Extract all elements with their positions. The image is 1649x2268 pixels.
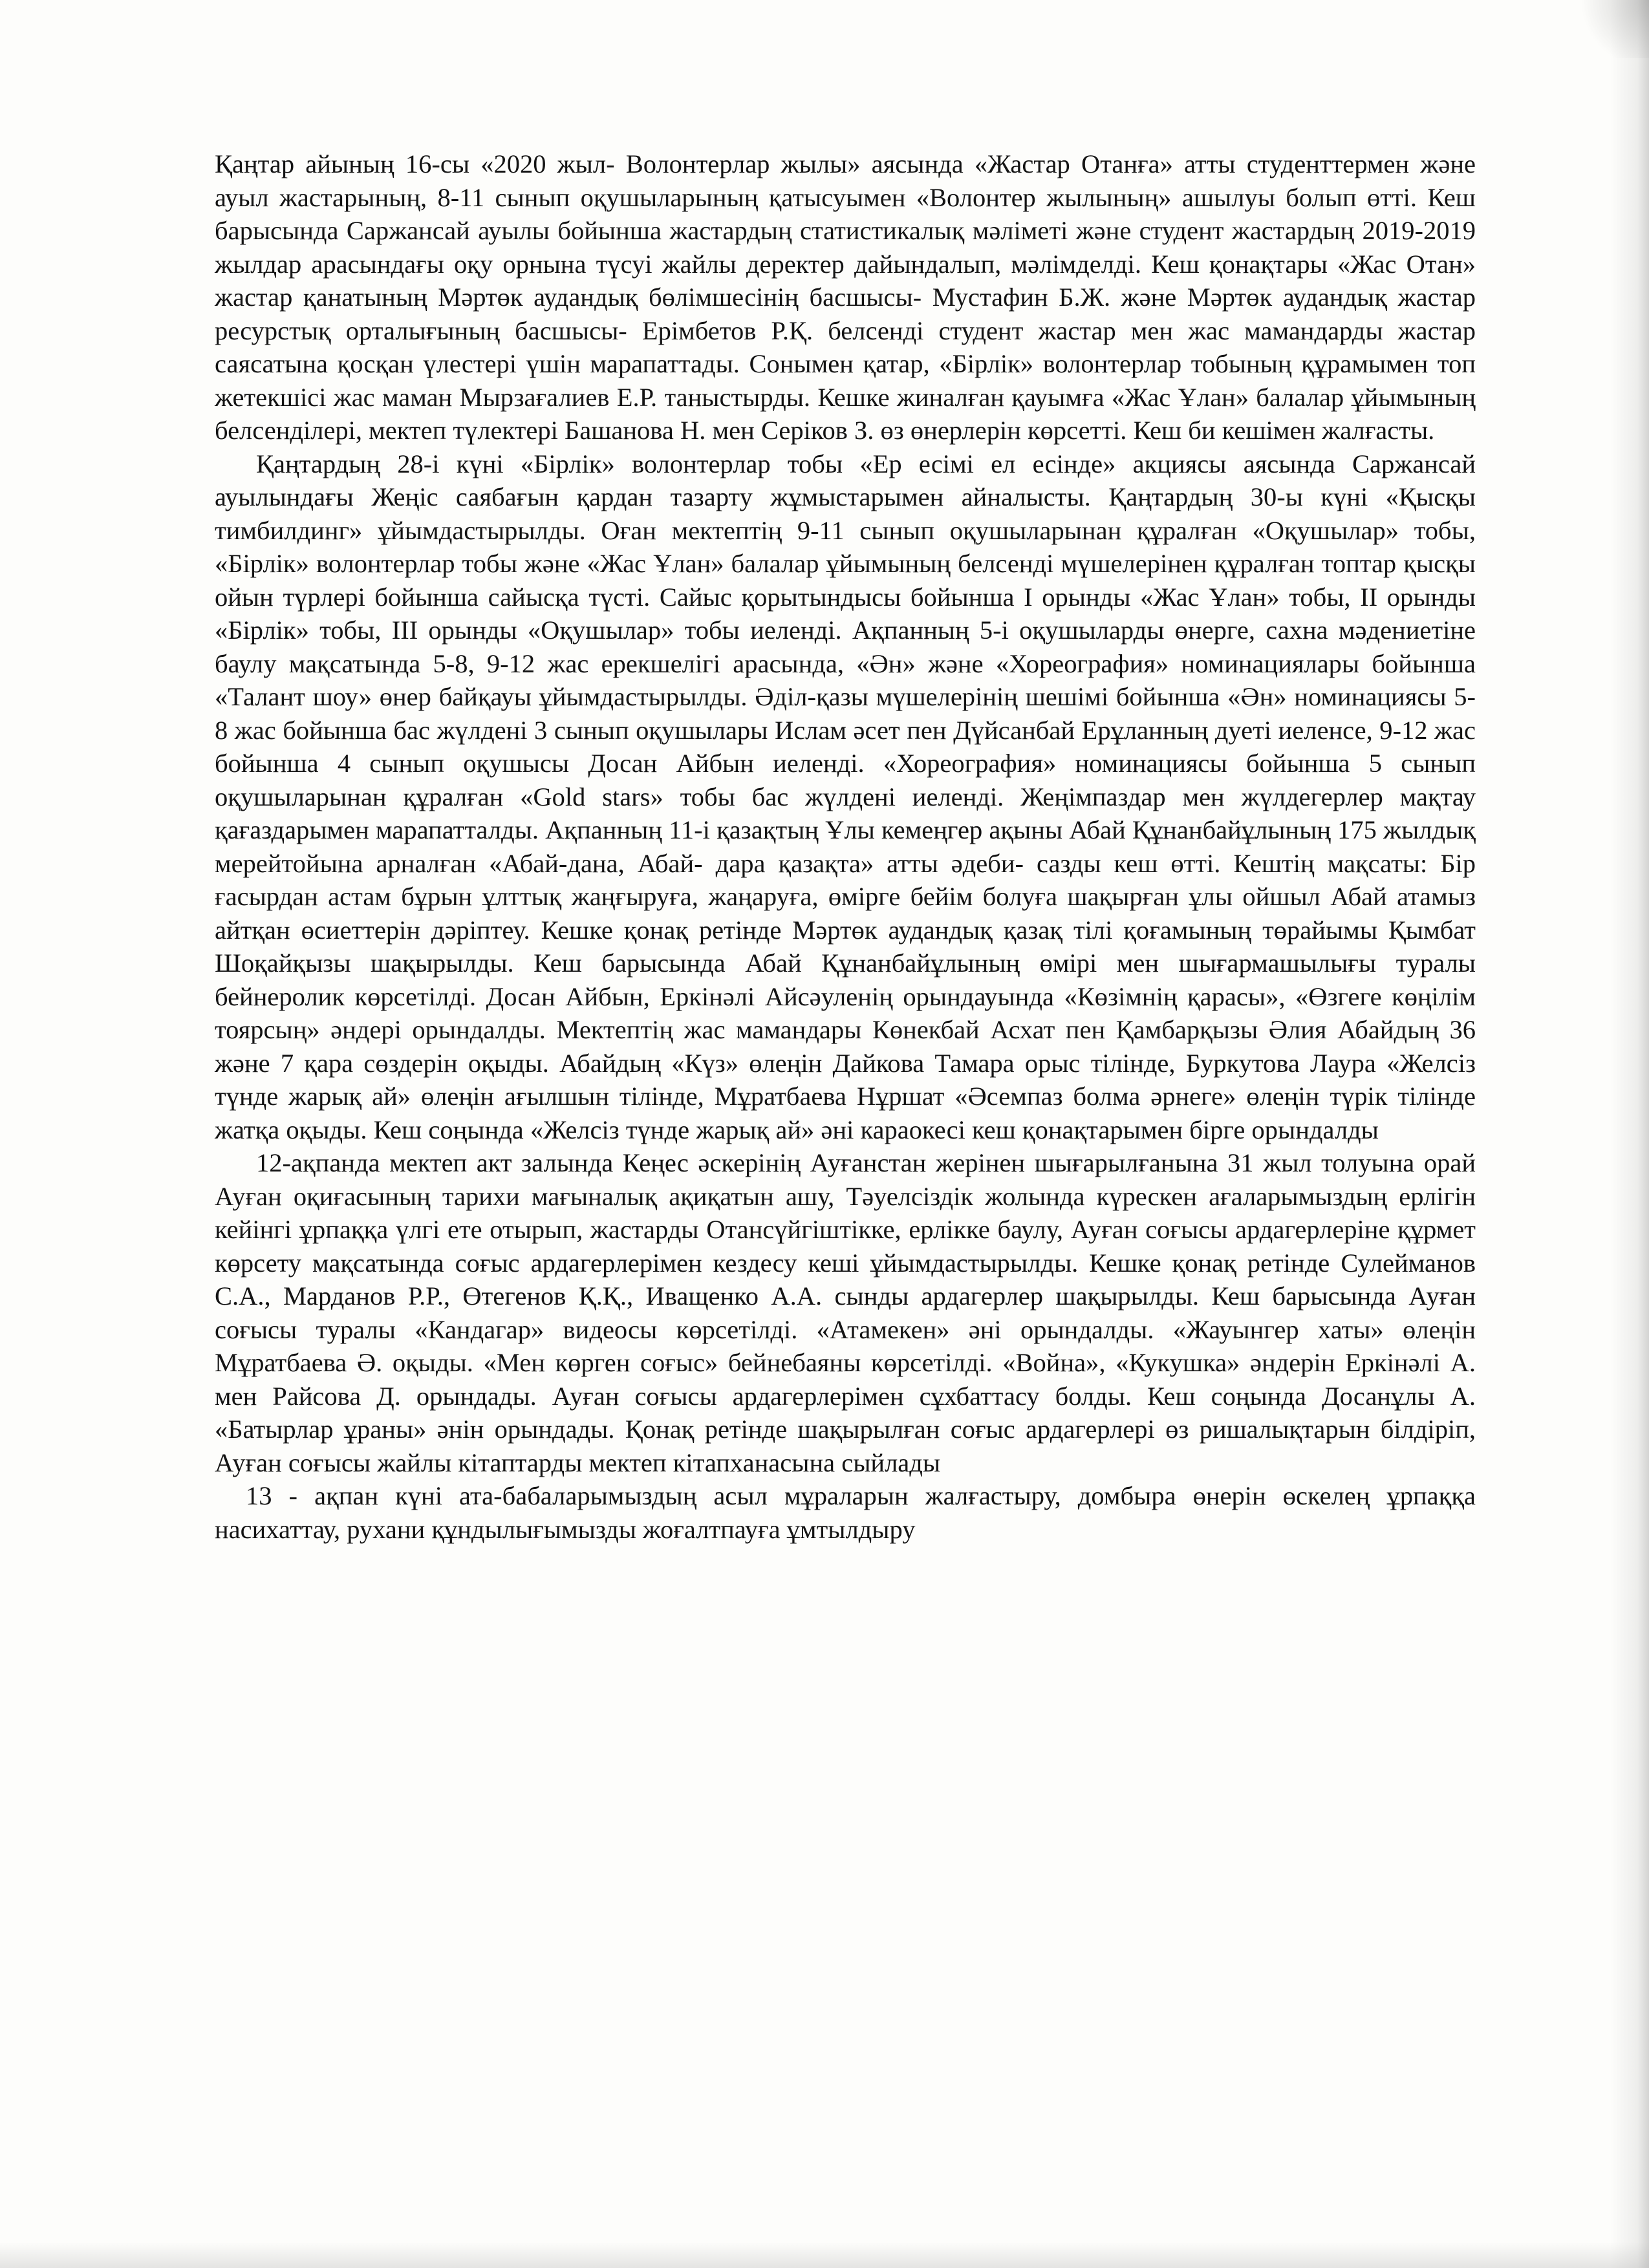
paragraph-afghan-veterans-meeting: 12-ақпанда мектеп акт залында Кеңес әскерінің Ауғанстан жерінен шығарылғанына 31 жыл толуына орай Ауған оқиғасының тарихи мағыналық ақиқатын ашу, Тәуелсіздік жолында күрескен ағаларымыздың ерлігін кейінгі ұрпаққа үлгі ете отырып, жастарды Отансүйгіштікке, ерлікке баулу, Ауған соғысы ардагерлеріне құрмет көрсету мақсатында соғыс ардагерлерімен кездесу кеші ұйымдастырылды. Кешке қонақ ретінде Сулейманов С.А., Марданов Р.Р., Өтегенов Қ.Қ., Иващенко А.А. сынды ардагерлер шақырылды. Кеш барысында Ауған соғысы туралы «Кандагар» видеосы көрсетілді. «Атамекен» әні орындалды. «Жауынгер хаты» өлеңін Мұратбаева Ә. оқыды. «Мен көрген соғыс» бейнебаяны көрсетілді. «Война», «Кукушка» әндерін Еркінәлі А. мен Райсова Д. орындады. Ауған соғысы ардагерлерімен сұхбаттасу болды. Кеш соңында Досанұлы А. «Батырлар ұраны» әнін орындады. Қонақ ретінде шақырылған соғыс ардагерлері өз ришалықтарын білдіріп, Ауған соғысы жайлы кітаптарды мектеп кітапханасына сыйлады: [215, 1148, 1476, 1477]
paragraph-volunteer-year-opening: Қаңтар айының 16-сы «2020 жыл- Волонтерлар жылы» аясында «Жастар Отанға» атты студенттермен және ауыл жастарының, 8-11 сынып оқушыларының қатысуымен «Волонтер жылының» ашылуы болып өтті. Кеш барысында Саржансай ауылы бойынша жастардың статистикалық мәліметі және студент жастардың 2019-2019 жылдар арасындағы оқу орнына түсуі жайлы деректер дайындалып, мәлімделді. Кеш қонақтары «Жас Отан» жастар қанатының Мәртөк аудандық бөлімшесінің басшысы- Мустафин Б.Ж. және Мәртөк аудандық жастар ресурстық орталығының басшысы- Ерімбетов Р.Қ. белсенді студент жастар мен жас мамандарды жастар саясатына қосқан үлестері үшін марапаттады. Сонымен қатар, «Бірлік» волонтерлар тобының құрамымен топ жетекшісі жас маман Мырзағалиев Е.Р. таныстырды. Кешке жиналған қауымға «Жас Ұлан» балалар ұйымының белсенділері, мектеп түлектері Башанова Н. мен Серіков З. өз өнерлерін көрсетті. Кеш би кешімен жалғасты.: [215, 149, 1476, 445]
scan-edge-right: [1610, 0, 1649, 2268]
document-body: [215, 147, 1476, 1546]
paragraph-dombyra-day: 13 - ақпан күні ата-бабаларымыздың асыл мұраларын жалғастыру, домбыра өнерін өскелең ұрпаққа насихаттау, рухани құндылығымызды жоғалтпауға ұмтылдыру: [215, 1481, 1476, 1544]
scan-corner-shadow: [1571, 0, 1649, 58]
paragraph-winter-events-and-abai: Қаңтардың 28-і күні «Бірлік» волонтерлар тобы «Ер есімі ел есінде» акциясы аясында Саржансай ауылындағы Жеңіс саябағын қардан тазарту жұмыстарымен айналысты. Қаңтардың 30-ы күні «Қысқы тимбилдинг» ұйымдастырылды. Оған мектептің 9-11 сынып оқушыларынан құралған «Оқушылар» тобы, «Бірлік» волонтерлар тобы және «Жас Ұлан» балалар ұйымының белсенді мүшелерінен құралған топтар қысқы ойын түрлері бойынша сайысқа түсті. Сайыс қорытындысы бойынша І орынды «Жас Ұлан» тобы, ІІ орынды «Бірлік» тобы, ІІІ орынды «Оқушылар» тобы иеленді. Ақпанның 5-і оқушыларды өнерге, сахна мәдениетіне баулу мақсатында 5-8, 9-12 жас ерекшелігі арасында, «Ән» және «Хореография» номинациялары бойынша «Талант шоу» өнер байқауы ұйымдастырылды. Әділ-қазы мүшелерінің шешімі бойынша «Ән» номинациясы 5-8 жас бойынша бас жүлдені 3 сынып оқушылары Ислам әсет пен Дүйсанбай Ерұланның дуеті иеленсе, 9-12 жас бойынша 4 сынып оқушысы Досан Айбын иеленді. «Хореография» номинациясы бойынша 5 сынып оқушыларынан құралған «Gold stars» тобы бас жүлдені иеленді. Жеңімпаздар мен жүлдегерлер мақтау қағаздарымен марапатталды. Ақпанның 11-і қазақтың Ұлы кемеңгер ақыны Абай Құнанбайұлының 175 жылдық мерейтойына арналған «Абай-дана, Абай- дара қазақта» атты әдеби- сазды кеш өтті. Кештің мақсаты: Бір ғасырдан астам бұрын ұлттық жаңғыруға, жаңаруға, өмірге бейім болуға шақырған ұлы ойшыл Абай атамыз айтқан өсиеттерін дәріптеу. Кешке қонақ ретінде Мәртөк аудандық қазақ тілі қоғамының төрайымы Қымбат Шоқайқызы шақырылды. Кеш барысында Абай Құнанбайұлының өмірі мен шығармашылығы туралы бейнеролик көрсетілді. Досан Айбын, Еркінәлі Айсәуленің орындауында «Көзімнің қарасы», «Өзгеге көңілім тоярсың» әндері орындалды. Мектептің жас мамандары Көнекбай Асхат пен Қамбарқызы Әлия Абайдың 36 және 7 қара сөздерін оқыды. Абайдың «Күз» өлеңін Дайкова Тамара орыс тілінде, Буркутова Лаура «Желсіз түнде жарық ай» өлеңін ағылшын тілінде, Мұратбаева Нұршат «Әсемпаз болма әрнеге» өлеңін түрік тілінде жатқа оқыды. Кеш соңында «Желсіз түнде жарық ай» әні караокесі кеш қонақтарымен бірге орындалды: [215, 449, 1476, 1144]
scan-edge-bottom: [0, 2242, 1649, 2268]
